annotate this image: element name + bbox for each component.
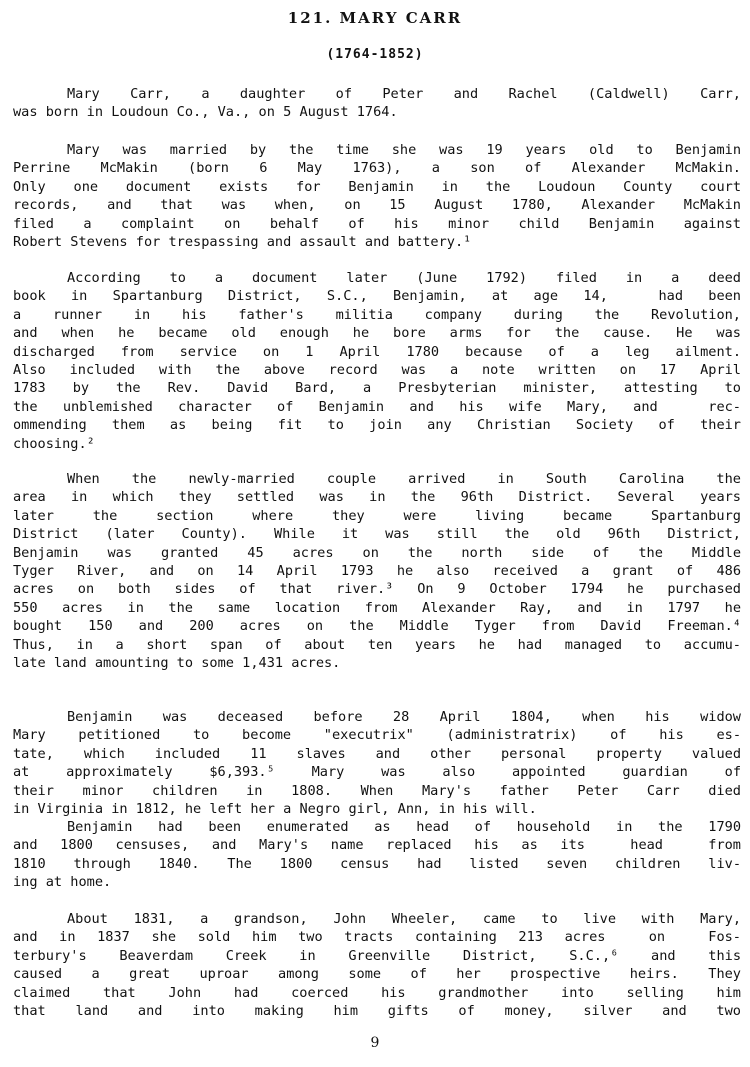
text-line: and when he became old enough he bore arms for the cause. He was [13,325,741,342]
text-line: Benjamin had been enumerated as head of household in the 1790 [67,819,741,835]
paragraph-4 [13,470,741,672]
text-line: Benjamin was granted 45 acres on the north side of the Middle [13,544,741,561]
text-line: Perrine McMakin (born 6 May 1763), a son of Alexander McMakin. [13,160,741,177]
text-line: According to a document later (June 1792) filed in a deed [67,270,741,286]
text-line: claimed that John had coerced his grandmother into selling him [13,984,741,1001]
text-line: and in 1837 she sold him two tracts containing 213 acres on Fos- [13,929,741,946]
text-line: was born in Loudoun Co., Va., on 5 August 1764. [13,104,398,121]
text-line: District (later County). While it was still the old 96th District, [13,526,741,543]
text-line: When the newly-married couple arrived in South Carolina the [67,471,741,487]
text-line: Mary was married by the time she was 19 years old to Benjamin [67,142,741,158]
paragraph-5 [13,708,741,818]
text-line: tate, which included 11 slaves and other personal property valued [13,745,741,762]
text-line: 550 acres in the same location from Alexander Ray, and in 1797 he [13,599,741,616]
text-line: book in Spartanburg District, S.C., Benjamin, at age 14, had been [13,288,741,305]
text-line: area in which they settled was in the 96th District. Several years [13,489,741,506]
text-line: a runner in his father's militia company during the Revolution, [13,306,741,323]
text-line: that land and into making him gifts of money, silver and two [13,1002,741,1019]
text-line: Tyger River, and on 14 April 1793 he also received a grant of 486 [13,562,741,579]
text-line: 1810 through 1840. The 1800 census had listed seven children liv- [13,855,741,872]
text-line: Also included with the above record was a note written on 17 April [13,361,741,378]
text-line: ommending them as being fit to join any Christian Society of their [13,417,741,434]
text-line: records, and that was when, on 15 August 1780, Alexander McMakin [13,197,741,214]
paragraph-2 [13,141,741,251]
text-line: Robert Stevens for trespassing and assault and battery.¹ [13,233,472,250]
text-line: 1783 by the Rev. David Bard, a Presbyterian minister, attesting to [13,380,741,397]
text-line: ing at home. [13,874,112,891]
paragraph-1 [13,85,741,122]
text-line: Benjamin was deceased before 28 April 1804, when his widow [67,709,741,725]
text-line: filed a complaint on behalf of his minor child Benjamin against [13,215,741,232]
text-line: Mary petitioned to become "executrix" (administratrix) of his es- [13,727,741,744]
paragraph-6 [13,818,741,892]
text-line: acres on both sides of that river.³ On 9 October 1794 he purchased [13,581,741,598]
page-title: 121. MARY CARR [287,9,463,27]
paragraph-7 [13,910,741,1020]
text-line: Only one document exists for Benjamin in the Loudoun County court [13,178,741,195]
text-line: Mary Carr, a daughter of Peter and Rachel (Caldwell) Carr, [67,86,741,102]
text-line: bought 150 and 200 acres on the Middle Tyger from David Freeman.⁴ [13,618,741,635]
page-number: 9 [370,1035,380,1051]
text-line: About 1831, a grandson, John Wheeler, came to live with Mary, [67,911,741,927]
text-line: the unblemished character of Benjamin and his wife Mary, and rec- [13,398,741,415]
paragraph-3 [13,269,741,453]
life-dates: (1764-1852) [326,47,424,62]
text-line: in Virginia in 1812, he left her a Negro girl, Ann, in his will. [13,800,537,817]
text-line: at approximately $6,393.⁵ Mary was also appointed guardian of [13,764,741,781]
text-line: Thus, in a short span of about ten years he had managed to accumu- [13,636,741,653]
text-line: discharged from service on 1 April 1780 because of a leg ailment. [13,343,741,360]
text-line: late land amounting to some 1,431 acres. [13,654,341,671]
text-line: caused a great uproar among some of her prospective heirs. They [13,966,741,983]
text-line: and 1800 censuses, and Mary's name replaced his as its head from [13,837,741,854]
text-line: terbury's Beaverdam Creek in Greenville District, S.C.,⁶ and this [13,947,741,964]
text-line: later the section where they were living became Spartanburg [13,507,741,524]
text-line: choosing.² [13,435,95,452]
text-line: their minor children in 1808. When Mary's father Peter Carr died [13,782,741,799]
